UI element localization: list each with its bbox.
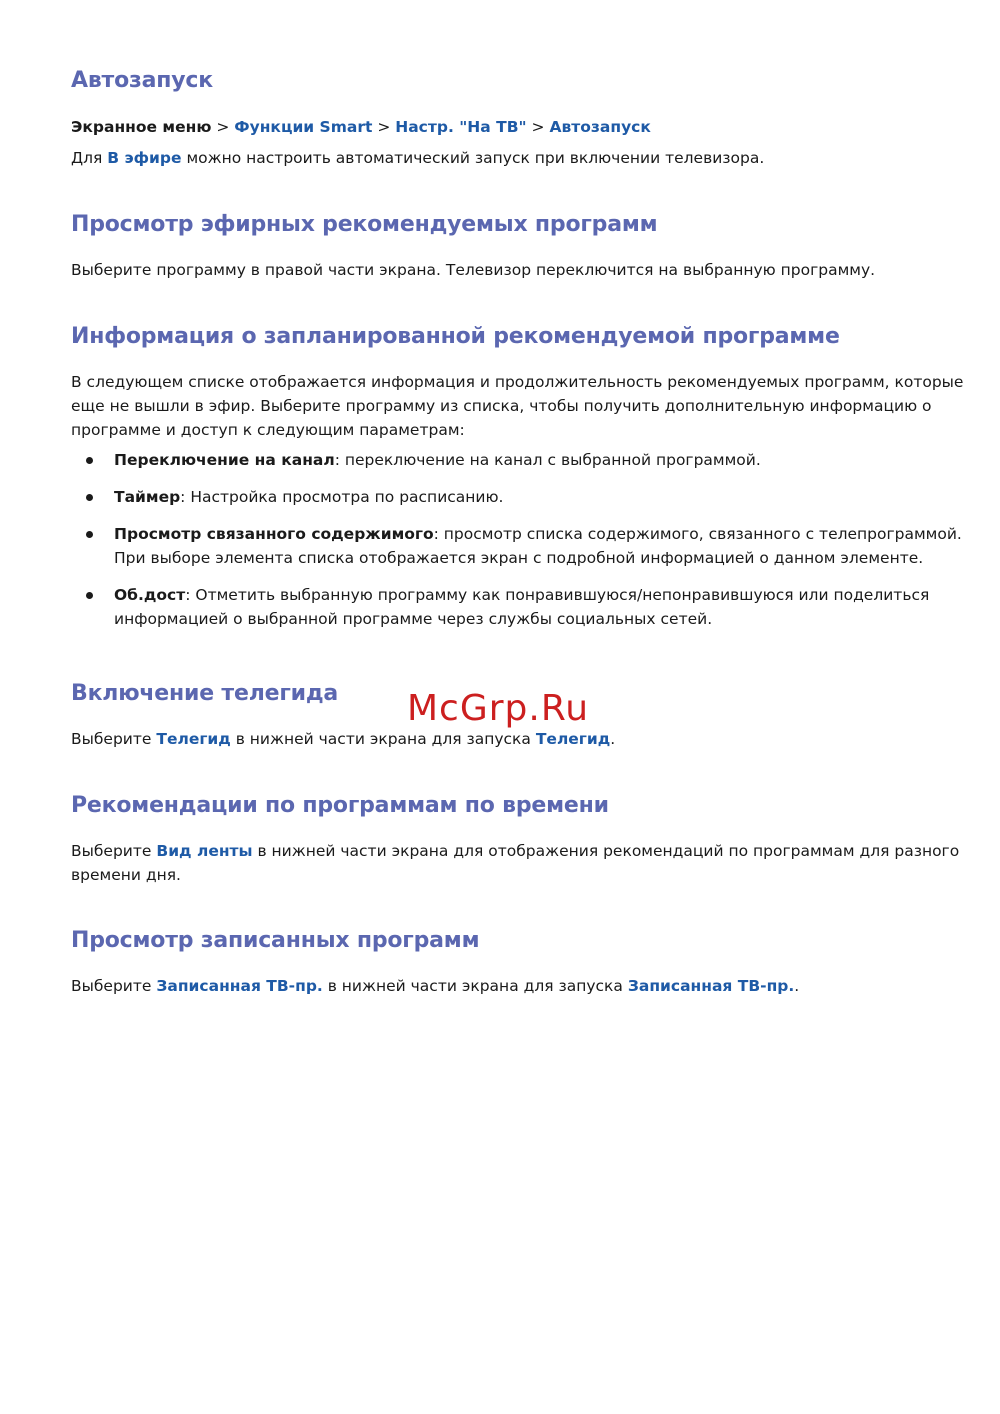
list-item-text: : Отметить выбранную программу как понравившуюся/непонравившуюся или поделиться xyxy=(185,586,930,604)
breadcrumb-separator: > xyxy=(216,118,235,136)
scheduled-info-line: еще не вышли в эфир. Выберите программу из списка, чтобы получить дополнительную информацию о xyxy=(71,397,932,415)
list-item-term: Просмотр связанного содержимого xyxy=(114,525,434,543)
guide-text-after: . xyxy=(610,730,616,748)
list-item-term: Таймер xyxy=(114,488,181,506)
bullet-icon xyxy=(86,531,93,538)
list-item-text: : Настройка просмотра по расписанию. xyxy=(180,488,504,506)
recorded-tv-link[interactable]: Записанная ТВ-пр. xyxy=(627,977,795,995)
scheduled-info-description xyxy=(71,370,963,442)
list-item-timer xyxy=(71,485,931,509)
breadcrumb-item-screen-menu: Экранное меню xyxy=(71,118,212,136)
timeline-text-cont: времени дня. xyxy=(71,866,181,884)
parameters-list xyxy=(71,448,962,644)
bullet-icon xyxy=(86,592,93,599)
timeline-view-link[interactable]: Вид ленты xyxy=(156,842,253,860)
guide-text-before: Выберите xyxy=(71,730,157,748)
bullet-icon xyxy=(86,494,93,501)
timeline-text-before: Выберите xyxy=(71,842,157,860)
recorded-text-before: Выберите xyxy=(71,977,157,995)
guide-description xyxy=(71,727,615,751)
bullet-icon xyxy=(86,457,93,464)
section-title-guide: Включение телегида xyxy=(71,681,339,706)
breadcrumb-item-on-tv-settings[interactable]: Настр. "На ТВ" xyxy=(395,118,527,136)
section-title-recommended: Просмотр эфирных рекомендуемых программ xyxy=(71,212,658,237)
list-item-text-cont: информацией о выбранной программе через службы социальных сетей. xyxy=(114,610,713,628)
scheduled-info-line: программе и доступ к следующим параметрам: xyxy=(71,421,465,439)
list-item-text: : переключение на канал с выбранной программой. xyxy=(334,451,761,469)
list-item-text: : просмотр списка содержимого, связанного с телепрограммой. xyxy=(433,525,962,543)
section-title-scheduled-info: Информация о запланированной рекомендуемой программе xyxy=(71,324,840,349)
recorded-text-after: . xyxy=(794,977,800,995)
breadcrumb-item-autostart[interactable]: Автозапуск xyxy=(549,118,651,136)
list-item-term: Переключение на канал xyxy=(114,451,335,469)
list-item-related-content xyxy=(71,522,962,570)
recommended-description: Выберите программу в правой части экрана. Телевизор переключится на выбранную программу. xyxy=(71,261,876,279)
guide-text-middle: в нижней части экрана для запуска xyxy=(230,730,536,748)
on-air-link[interactable]: В эфире xyxy=(107,149,182,167)
autostart-text-before: Для xyxy=(71,149,108,167)
list-item-share xyxy=(71,583,931,631)
breadcrumb-separator: > xyxy=(531,118,550,136)
list-item-text-cont: При выборе элемента списка отображается экран с подробной информацией о данном элементе. xyxy=(114,549,924,567)
breadcrumb xyxy=(71,115,651,139)
section-title-autostart: Автозапуск xyxy=(71,68,213,93)
recorded-description xyxy=(71,974,799,998)
breadcrumb-item-smart-functions[interactable]: Функции Smart xyxy=(234,118,373,136)
autostart-text-after: можно настроить автоматический запуск при включении телевизора. xyxy=(181,149,765,167)
section-title-recorded: Просмотр записанных программ xyxy=(71,928,480,953)
section-title-timeline: Рекомендации по программам по времени xyxy=(71,793,609,818)
autostart-description xyxy=(71,146,764,170)
timeline-description xyxy=(71,839,959,887)
tv-guide-link[interactable]: Телегид xyxy=(156,730,231,748)
list-item-switch-channel xyxy=(71,448,931,472)
scheduled-info-line: В следующем списке отображается информация и продолжительность рекомендуемых программ, которые xyxy=(71,373,964,391)
watermark: McGrp.Ru xyxy=(407,688,590,729)
tv-guide-link[interactable]: Телегид xyxy=(535,730,611,748)
recorded-text-middle: в нижней части экрана для запуска xyxy=(322,977,628,995)
breadcrumb-separator: > xyxy=(377,118,396,136)
recorded-tv-link[interactable]: Записанная ТВ-пр. xyxy=(156,977,323,995)
list-item-term: Об.дост xyxy=(114,586,186,604)
timeline-text-after: в нижней части экрана для отображения рекомендаций по программам для разного xyxy=(252,842,960,860)
